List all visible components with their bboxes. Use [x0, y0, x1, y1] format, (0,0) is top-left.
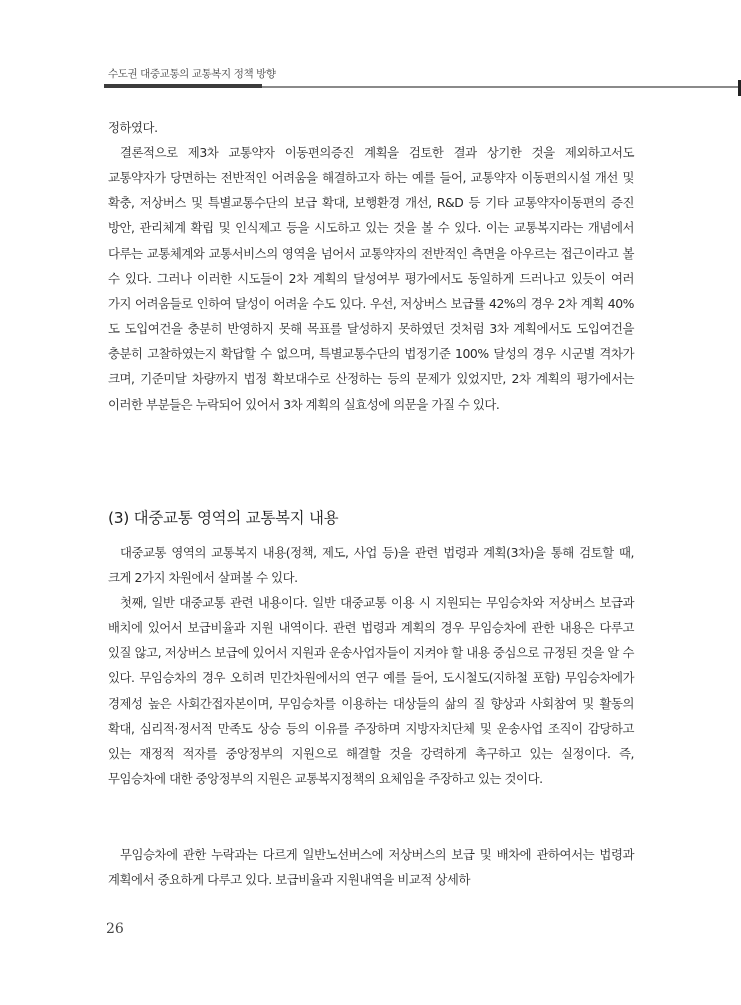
section-heading: (3) 대중교통 영역의 교통복지 내용: [108, 509, 339, 527]
paragraph-low-floor-bus: 무임승차에 관한 누락과는 다르게 일반노선버스에 저상버스의 보급 및 배차에 관하여서는 법령과 계획에서 중요하게 다루고 있다. 보급비율과 지원내역을 비교적 상세하: [108, 847, 634, 888]
paragraph-conclusion: 결론적으로 제3차 교통약자 이동편의증진 계획을 검토한 결과 상기한 것을 제외하고서도 교통약자가 당면하는 전반적인 어려움을 해결하고자 하는 예를 들어, 교통약자 이동편의시설 개선 및 확충, 저상버스 및 특별교통수단의 보급 확대, 보행환경 개선, R&D 등 기타 교통약자이동편의 증진 방안, 관리체계 확립 및 인식제고 등을 시도하고 있는 것을 볼 수 있다. 이는 교통복지라는 개념에서 다루는 교통체계와 교통서비스의 영역을 넘어서 교통약자의 전반적인 측면을 아우르는 접근이라고 볼 수 있다. 그러나 이러한 시도들이 2차 계획의 달성여부 평가에서도 동일하게 드러나고 있듯이 여러 가지 어려움들로 인하여 달성이 어려울 수도 있다. 우선, 저상버스 보급률 42%의 경우 2차 계획 40%도 도입여건을 충분히 반영하지 못해 목표를 달성하지 못하였던 것처럼 3차 계획에서도 도입여건을 충분히 고찰하였는지 확답할 수 없으며, 특별교통수단의 법정기준 100% 달성의 경우 시군별 격차가 크며, 기준미달 차량까지 법정 확보대수로 산정하는 등의 문제가 있었지만, 2차 계획의 평가에서는 이러한 부분들은 누락되어 있어서 3차 계획의 실효성에 의문을 가질 수 있다.: [108, 145, 635, 412]
paragraph-section-intro: 대중교통 영역의 교통복지 내용(정책, 제도, 사업 등)을 관련 법령과 계획(3차)을 통해 검토할 때, 크게 2가지 차원에서 살펴볼 수 있다.: [108, 545, 634, 586]
header-rule-accent: [104, 84, 262, 88]
running-header: 수도권 대중교통의 교통복지 정책 방향: [108, 68, 276, 80]
paragraph-first-dimension: 첫째, 일반 대중교통 관련 내용이다. 일반 대중교통 이용 시 지원되는 무임승차와 저상버스 보급과 배치에 있어서 보급비율과 지원 내역이다. 관련 법령과 계획의 경우 무임승차에 관한 내용은 다루고 있질 않고, 저상버스 보급에 있어서 지원과 운송사업자들이 지켜야 할 내용 중심으로 규정된 것을 알 수 있다. 무임승차의 경우 오히려 민간차원에서의 연구 예를 들어, 도시철도(지하철 포함) 무임승차에가 경제성 높은 사회간접자본이며, 무임승차를 이용하는 대상들의 삶의 질 향상과 사회참여 및 활동의 확대, 심리적·정서적 만족도 상승 등의 이유를 주장하며 지방자치단체 및 운송사업 조직이 감당하고 있는 재정적 적자를 중앙정부의 지원으로 해결할 것을 강력하게 촉구하고 있는 실정이다. 즉, 무임승차에 대한 중앙정부의 지원은 교통복지정책의 요체임을 주장하고 있는 것이다.: [108, 595, 634, 787]
paragraph-continuation: 정하였다.: [108, 120, 158, 135]
page-number: 26: [106, 921, 124, 937]
